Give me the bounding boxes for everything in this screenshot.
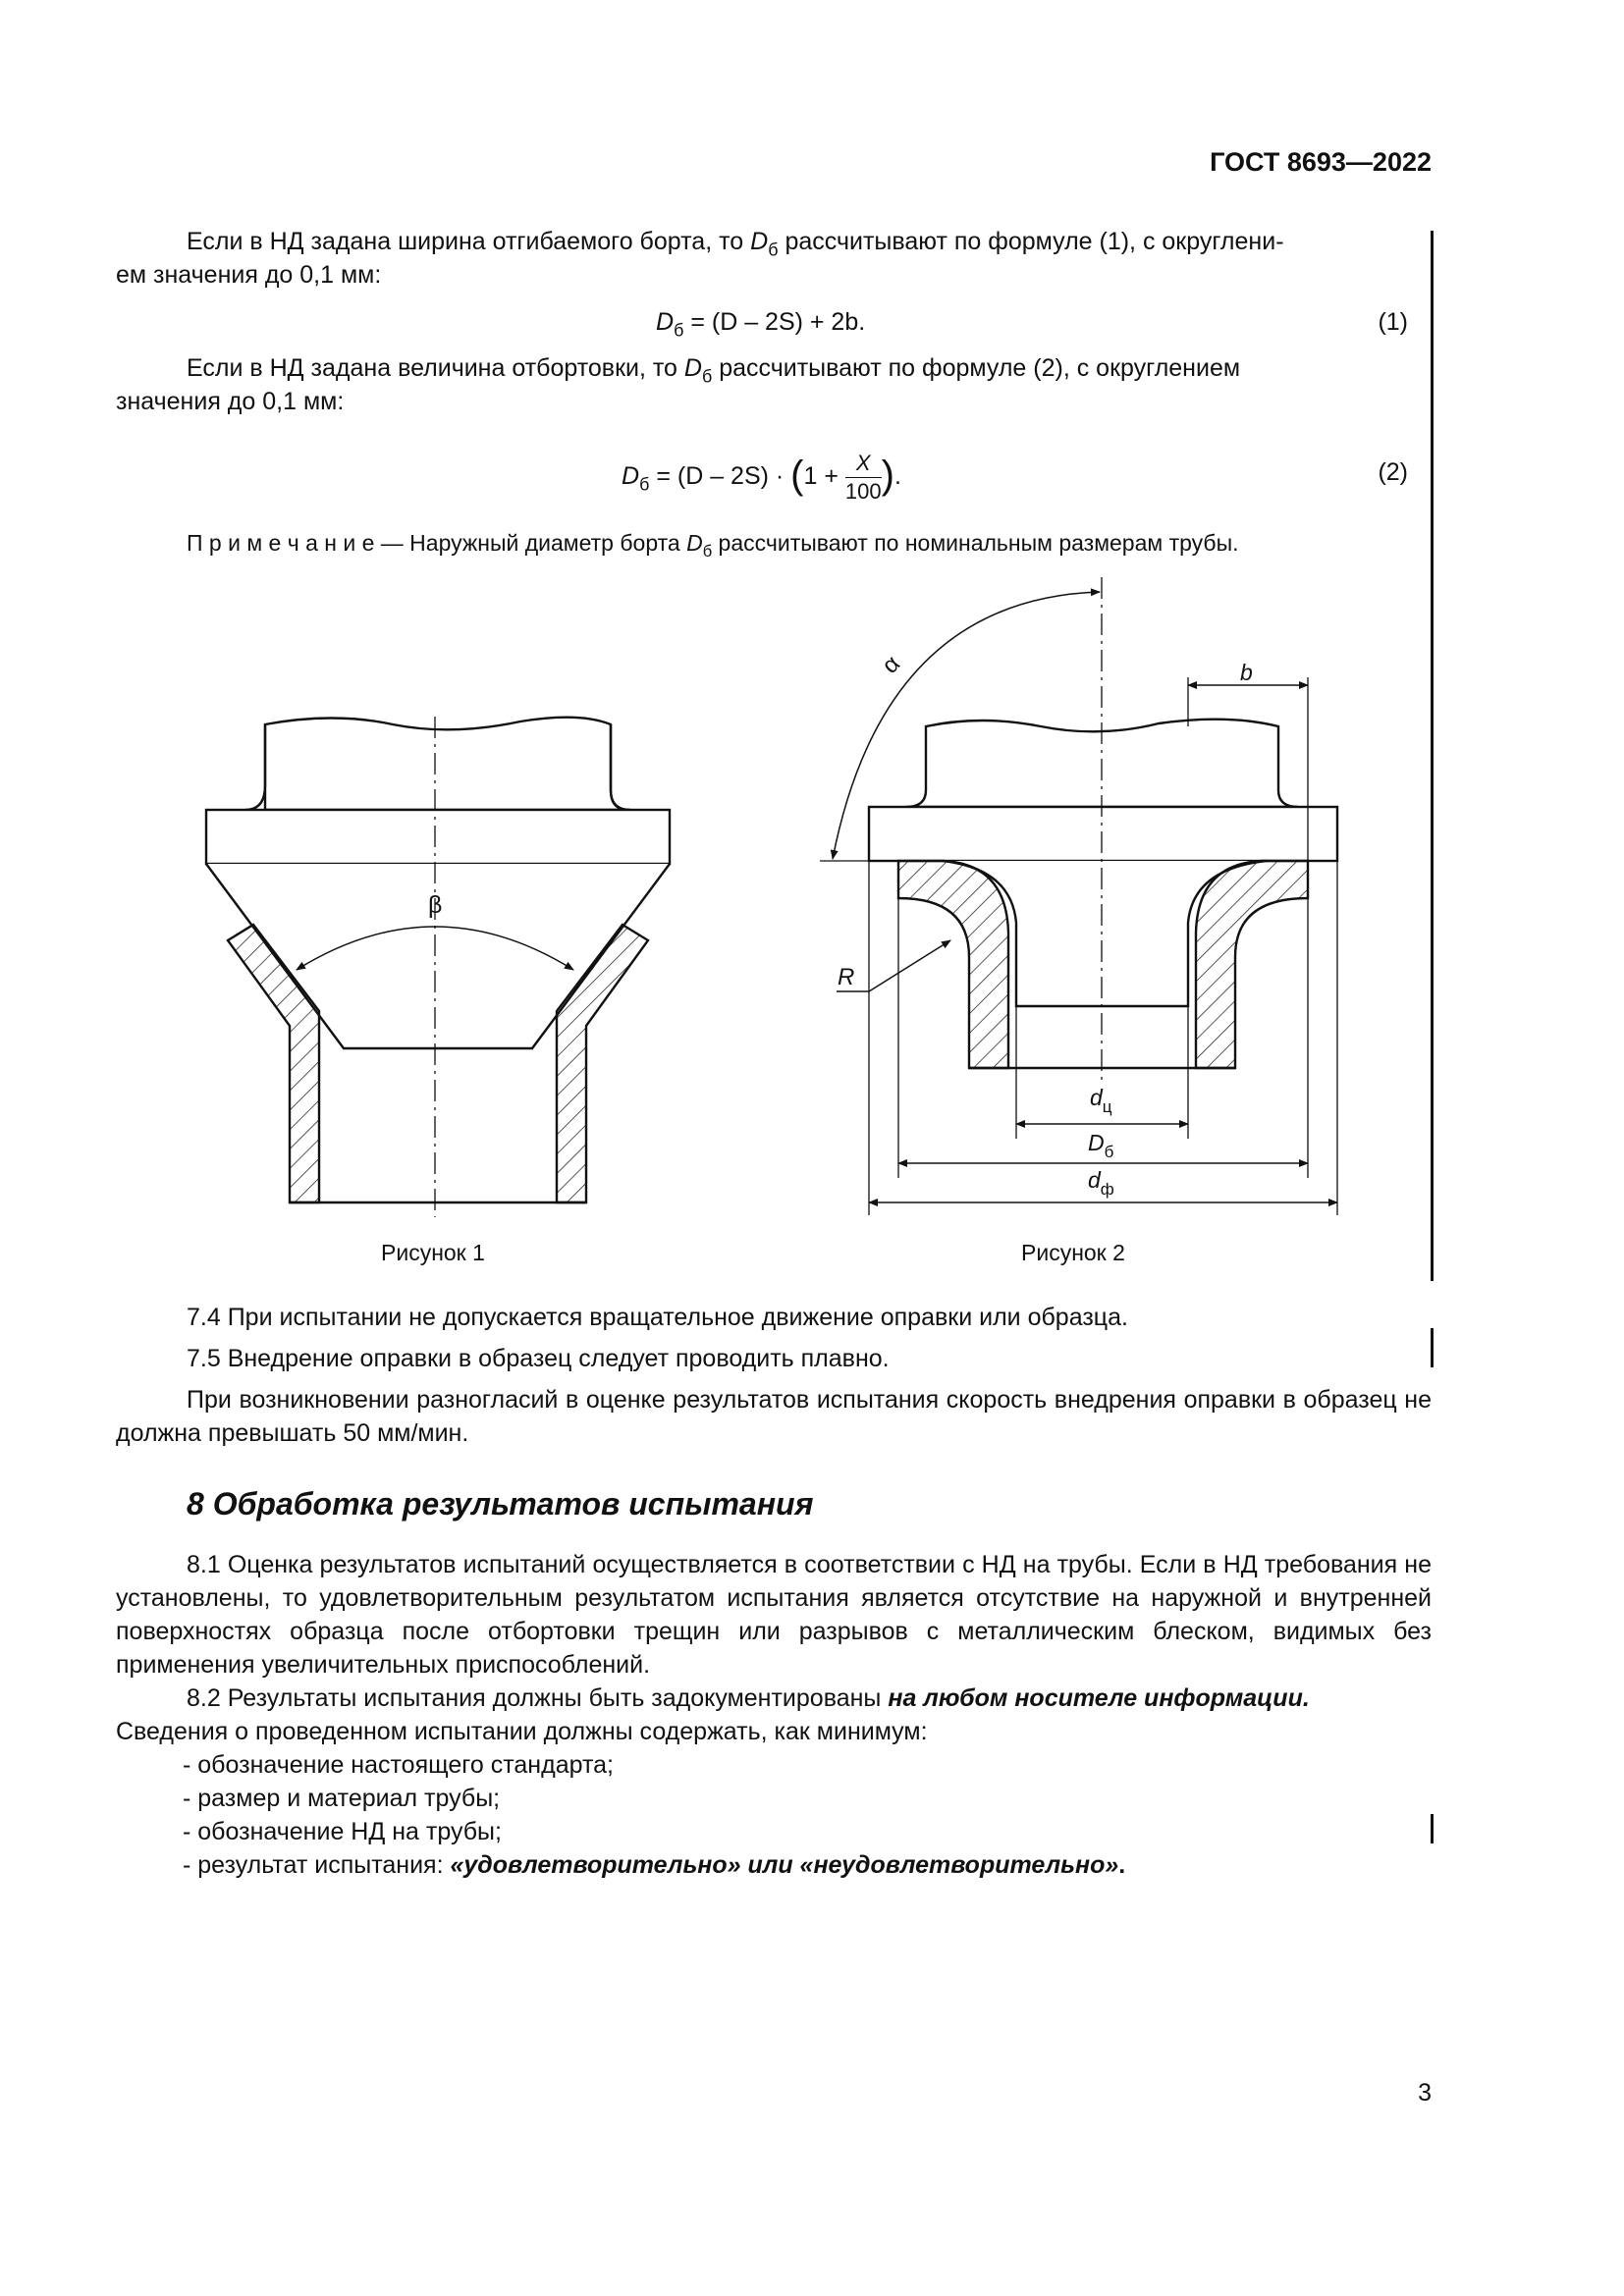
fig2-flange-right — [1196, 861, 1308, 1068]
page-number: 3 — [1418, 2079, 1432, 2107]
paragraph-7-6: При возникновении разногласий в оценке результатов испытания скорость внедрения оправки в образец не должна превышать 50 мм/мин. — [116, 1386, 1432, 1447]
fraction-numerator: X — [845, 450, 882, 478]
note: П р и м е ч а н и е — Наружный диаметр борта $D_б$ рассчитывают по номинальным размерам трубы. — [187, 530, 1239, 561]
paragraph-8-2-cont: Сведения о проведенном испытании должны содержать, как минимум: — [116, 1718, 928, 1745]
fig2-flange-left — [898, 861, 1008, 1068]
svg-text:dф: $d_ф$ — [1088, 1167, 1114, 1199]
formula-2-body: $D_б = (D - 2S) \cdot (1$ + $\frac{X}{100}$ ). — [622, 451, 901, 504]
formula-2-number: (2) — [1378, 458, 1408, 486]
fig2-df-label — [1088, 1167, 1114, 1199]
formula-1-body: $D_б = (D - 2S) + 2b$. — [656, 308, 866, 341]
fig2-b-label: b — [1240, 660, 1253, 685]
fig2-r-label: R — [838, 964, 855, 990]
figure-1-caption: Рисунок 1 — [381, 1240, 485, 1265]
list-item: - размер и материал трубы; — [183, 1785, 501, 1812]
paragraph-width-flange: Если в НД задана ширина отгибаемого борта, то $D_б$ рассчитывают по формуле (1), с округлени- ем значения до 0,1 мм: — [116, 228, 1284, 289]
change-bar — [1431, 1814, 1434, 1843]
list-item: - результат испытания: «удовлетворительно» или «неудовлетворительно». — [183, 1851, 1126, 1879]
document-header: ГОСТ 8693—2022 — [1210, 147, 1432, 177]
list-item: - обозначение настоящего стандарта; — [183, 1751, 614, 1779]
figure-2-caption: Рисунок 2 — [1021, 1240, 1125, 1265]
fig1-shank — [265, 718, 628, 810]
fig1-angle-label: β — [428, 891, 443, 919]
paragraph-7-5: 7.5 Внедрение оправки в образец следует проводить плавно. — [187, 1345, 890, 1372]
list-item: - обозначение НД на трубы; — [183, 1818, 502, 1845]
fig1-collar — [206, 810, 670, 864]
fig2-alpha-label: α — [877, 650, 906, 679]
section-8-title: 8 Обработка результатов испытания — [187, 1486, 814, 1522]
paragraph-8-2: 8.2 Результаты испытания должны быть задокументированы на любом носителе информации. — [187, 1684, 1310, 1712]
formula-1-number: (1) — [1378, 308, 1408, 336]
fraction-denominator: 100 — [844, 479, 882, 504]
paragraph-flange-value: Если в НД задана величина отбортовки, то $D_б$ рассчитывают по формуле (2), с округлением значения до 0,1 мм: — [116, 354, 1241, 415]
fig2-collar — [869, 807, 1337, 861]
fig2-db-label — [1088, 1130, 1114, 1161]
svg-text:Dб: $D_б$ — [1088, 1130, 1114, 1161]
figure-1 — [206, 717, 670, 1217]
svg-text:dц: $d_ц$ — [1090, 1085, 1112, 1116]
fig2-dts-label — [1090, 1085, 1112, 1116]
paragraph-7-4: 7.4 При испытании не допускается вращательное движение оправки или образца. — [187, 1304, 1128, 1331]
results-list — [183, 1748, 1125, 1882]
paragraph-8-1: 8.1 Оценка результатов испытаний осуществляется в соответствии с НД на трубы. Если в НД требования не установлены, то удовлетворительным результатом испытания является отсутствие на наружной и внутренней поверхностях образца после отбортовки трещин или разрывов с металлическим блеском, видимых без применения увеличительных приспособлений. — [116, 1551, 1432, 1679]
